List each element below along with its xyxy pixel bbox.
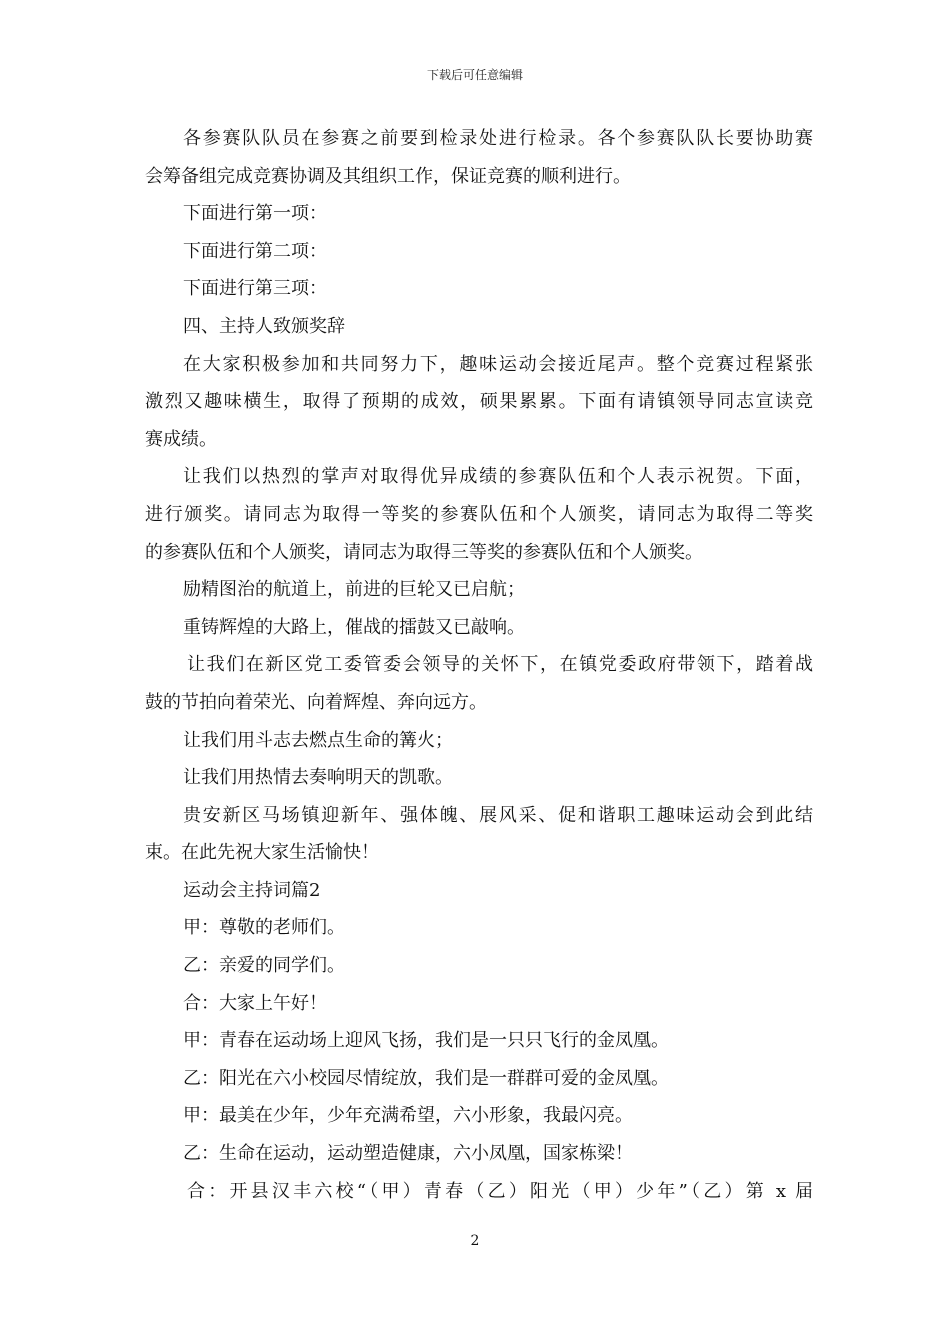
text-line: 让我们用热情去奏响明天的凯歌。 [183,767,453,789]
text-line: 让我们用斗志去燃点生命的篝火； [183,729,453,751]
text-line: 的参赛队伍和个人颁奖，请同志为取得三等奖的参赛队伍和个人颁奖。 [145,541,703,563]
text-line: 下面进行第二项： [183,240,327,262]
text-line: 重铸辉煌的大路上，催战的擂鼓又已敲响。 [183,616,525,638]
text-line: 在大家积极参加和共同努力下，趣味运动会接近尾声。整个竞赛过程紧张 [183,353,813,375]
text-line: 让我们以热烈的掌声对取得优异成绩的参赛队伍和个人表示祝贺。下面， [183,466,813,488]
text-line: 赛成绩。 [145,428,217,450]
text-line: 下面进行第三项： [183,278,327,300]
text-line: 鼓的节拍向着荣光、向着辉煌、奔向远方。 [145,691,487,713]
dialogue-line: 甲：青春在运动场上迎风飞扬，我们是一只只飞行的金凤凰。 [183,1030,669,1052]
dialogue-line: 合：大家上午好！ [183,992,327,1014]
page-header: 下载后可任意编辑 [426,68,523,82]
dialogue-line: 乙：生命在运动，运动塑造健康，六小凤凰，国家栋梁！ [183,1143,633,1165]
section-heading: 四、主持人致颁奖辞 [183,315,345,337]
dialogue-line: 合：开县汉丰六校“（甲）青春（乙）阳光（甲）少年”（乙）第 x 届 [187,1180,813,1202]
text-line: 贵安新区马场镇迎新年、强体魄、展风采、促和谐职工趣味运动会到此结 [183,804,813,826]
document-body [145,120,813,1210]
text-line: 让我们在新区党工委管委会领导的关怀下，在镇党委政府带领下，踏着战 [187,654,813,676]
page-number: 2 [470,1233,480,1249]
dialogue-line: 甲：最美在少年，少年充满希望，六小形象，我最闪亮。 [183,1105,633,1127]
text-line: 会筹备组完成竞赛协调及其组织工作，保证竞赛的顺利进行。 [145,165,631,187]
text-line: 束。在此先祝大家生活愉快！ [145,842,379,864]
section-heading: 运动会主持词篇2 [183,879,321,901]
text-line: 下面进行第一项： [183,203,327,225]
text-line: 各参赛队队员在参赛之前要到检录处进行检录。各个参赛队队长要协助赛 [183,128,813,149]
dialogue-line: 乙：阳光在六小校园尽情绽放，我们是一群群可爱的金凤凰。 [183,1067,669,1089]
text-line: 励精图治的航道上，前进的巨轮又已启航； [183,579,525,601]
dialogue-line: 甲：尊敬的老师们。 [183,917,345,939]
dialogue-line: 乙：亲爱的同学们。 [183,955,345,977]
text-line: 激烈又趣味横生，取得了预期的成效，硕果累累。下面有请镇领导同志宣读竞 [145,391,813,413]
text-line: 进行颁奖。请同志为取得一等奖的参赛队伍和个人颁奖，请同志为取得二等奖 [145,503,813,525]
